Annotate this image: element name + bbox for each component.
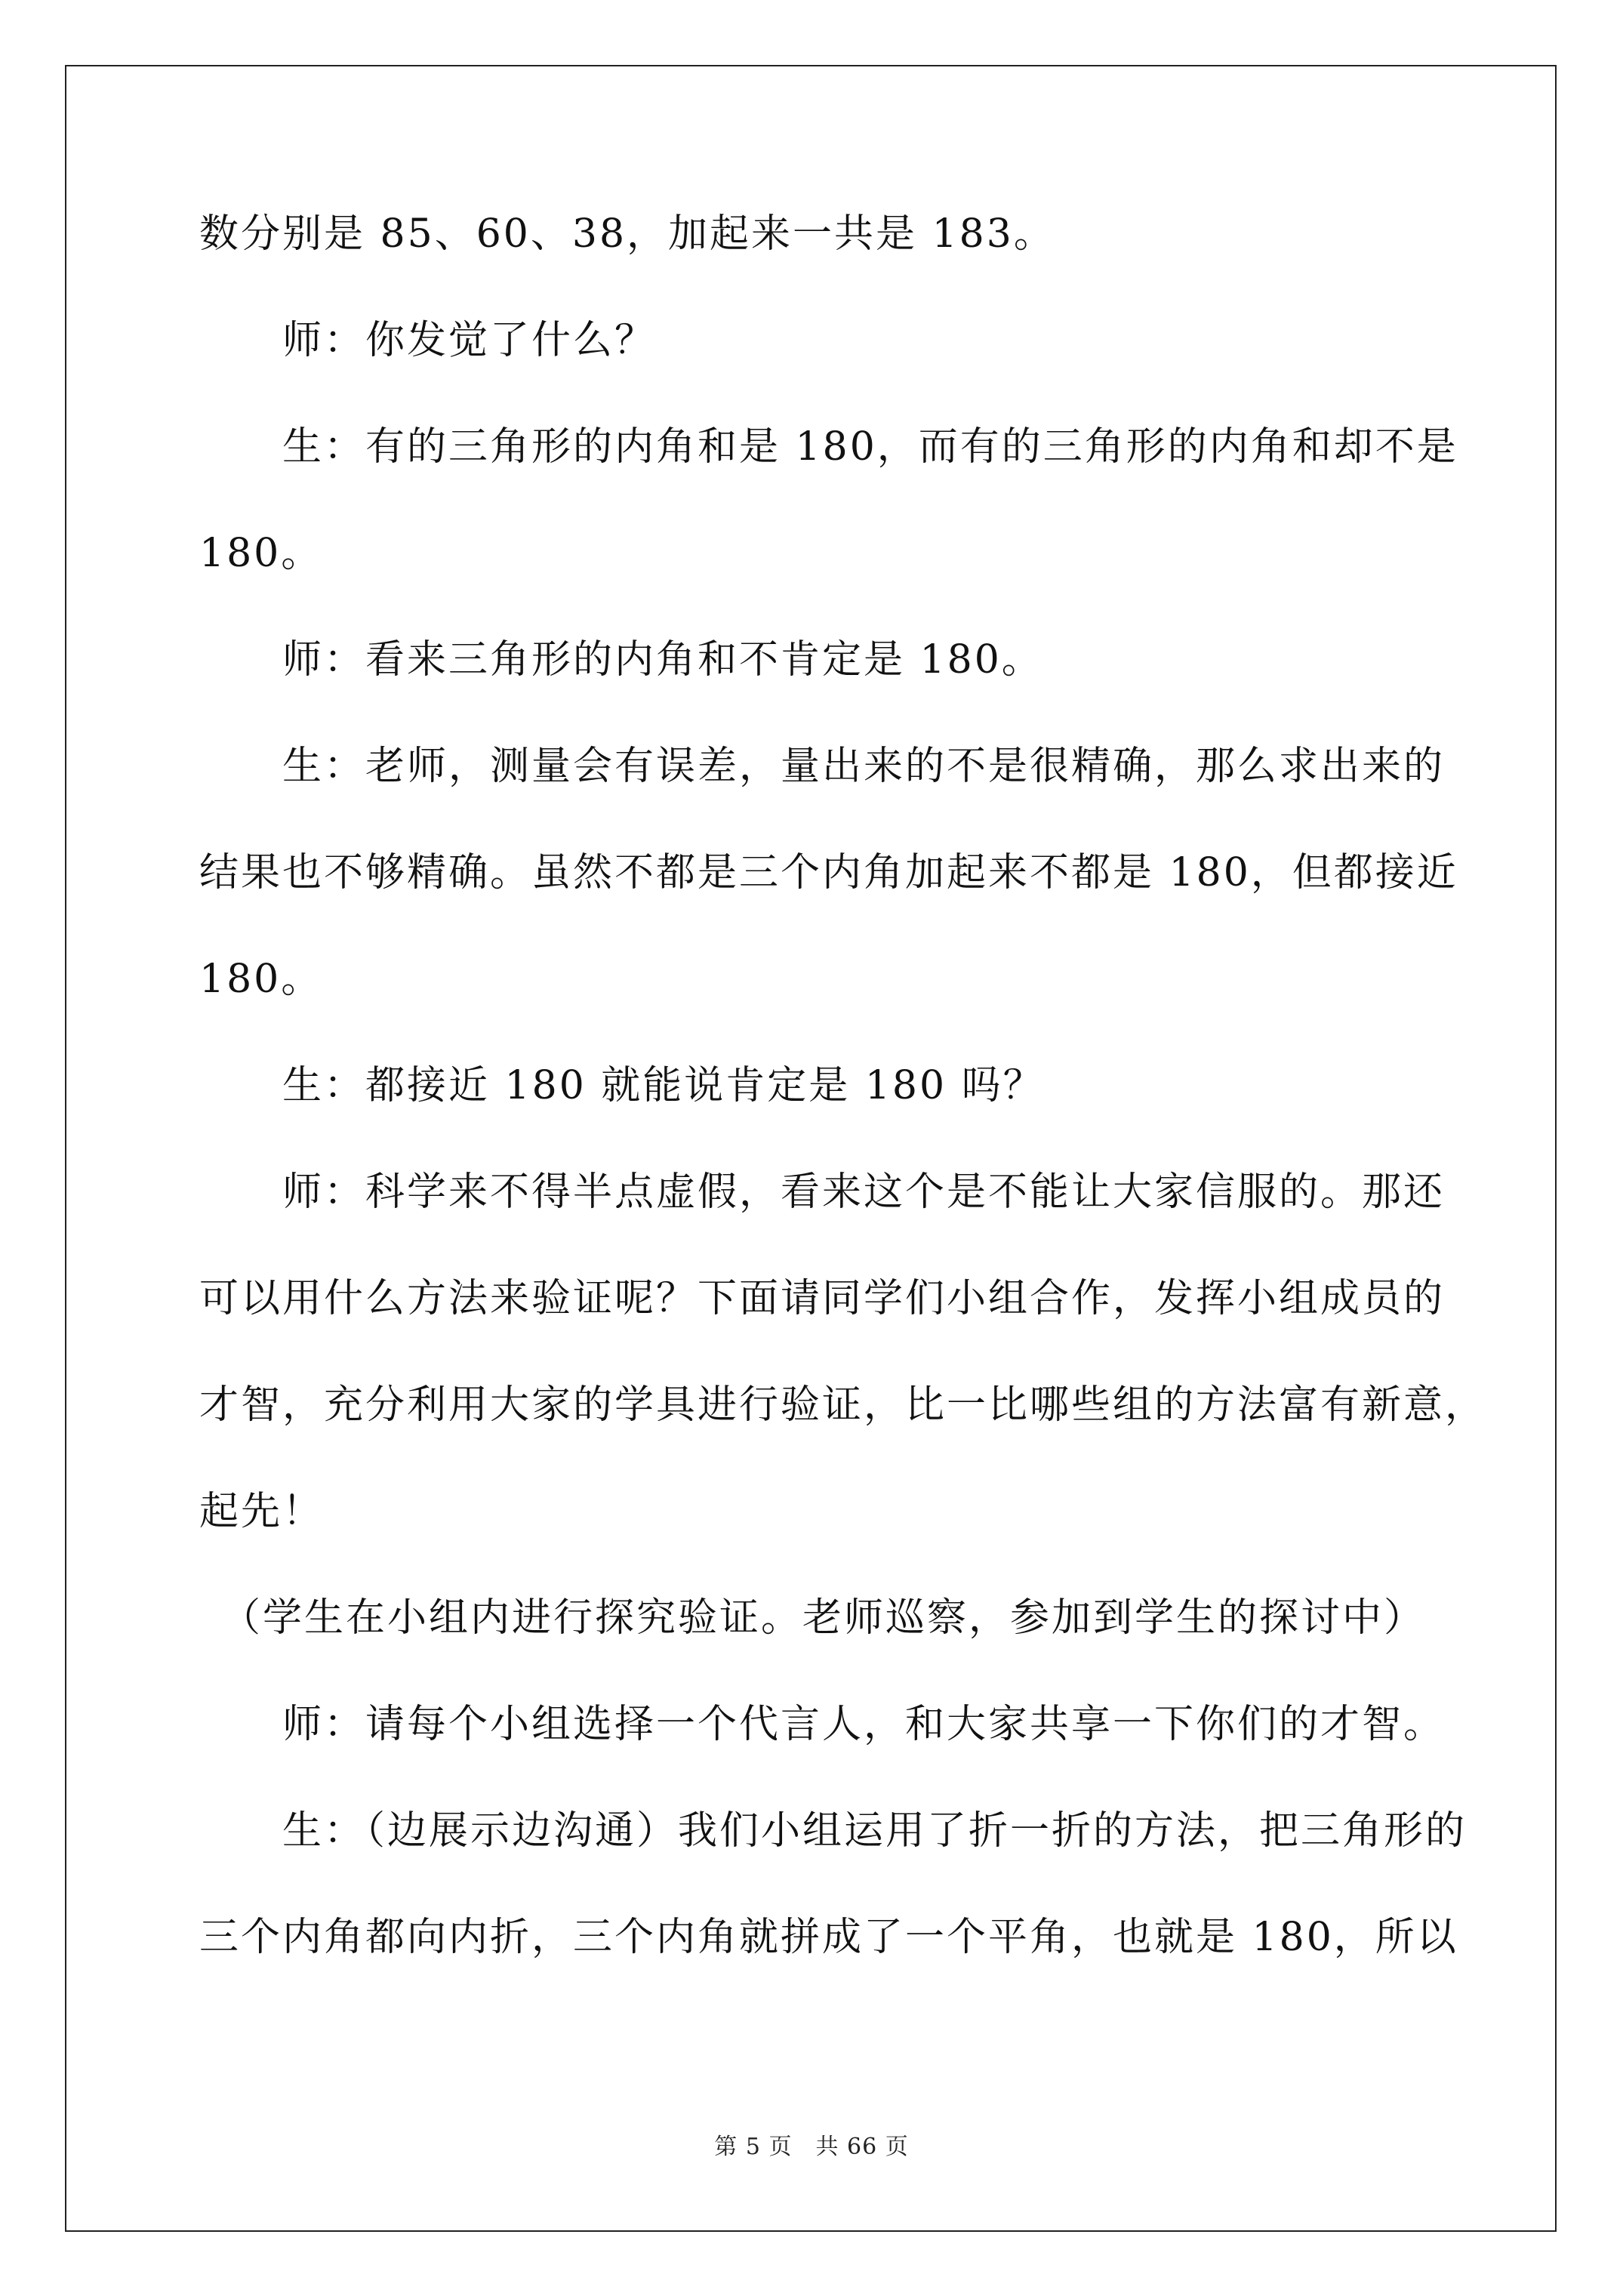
text-line: 起先！	[199, 1489, 325, 1534]
text-line: 生：都接近 180 就能说肯定是 180 吗？	[199, 1063, 1045, 1108]
page-border	[65, 65, 1557, 2232]
text-line: 生：老师，测量会有误差，量出来的不是很精确，那么求出来的	[199, 744, 1446, 789]
text-line: 生：（边展示边沟通）我们小组运用了折一折的方法，把三角形的	[199, 1808, 1467, 1854]
text-line: 180。	[199, 531, 323, 576]
text-line: 生：有的三角形的内角和是 180，而有的三角形的内角和却不是	[199, 424, 1458, 470]
text-line: 数分别是 85、60、38，加起来一共是 183。	[199, 211, 1055, 257]
text-line: 可以用什么方法来验证呢？下面请同学们小组合作，发挥小组成员的	[199, 1276, 1446, 1321]
text-line: 180。	[199, 957, 323, 1002]
page-number-footer: 第 5 页 共 66 页	[714, 2134, 909, 2160]
text-line: 师：请每个小组选择一个代言人，和大家共享一下你们的才智。	[199, 1702, 1446, 1747]
text-line: 师：你发觉了什么？	[199, 318, 657, 363]
text-line: 结果也不够精确。虽然不都是三个内角加起来不都是 180，但都接近	[199, 850, 1458, 895]
text-line: 师：看来三角形的内角和不肯定是 180。	[199, 637, 1043, 683]
text-line: 三个内角都向内折，三个内角就拼成了一个平角，也就是 180，所以	[199, 1915, 1458, 1960]
text-line: 师：科学来不得半点虚假，看来这个是不能让大家信服的。那还	[199, 1170, 1446, 1215]
text-line: （学生在小组内进行探究验证。老师巡察，参加到学生的探讨中）	[199, 1595, 1426, 1641]
text-line: 才智，充分利用大家的学具进行验证，比一比哪些组的方法富有新意，	[199, 1382, 1487, 1428]
